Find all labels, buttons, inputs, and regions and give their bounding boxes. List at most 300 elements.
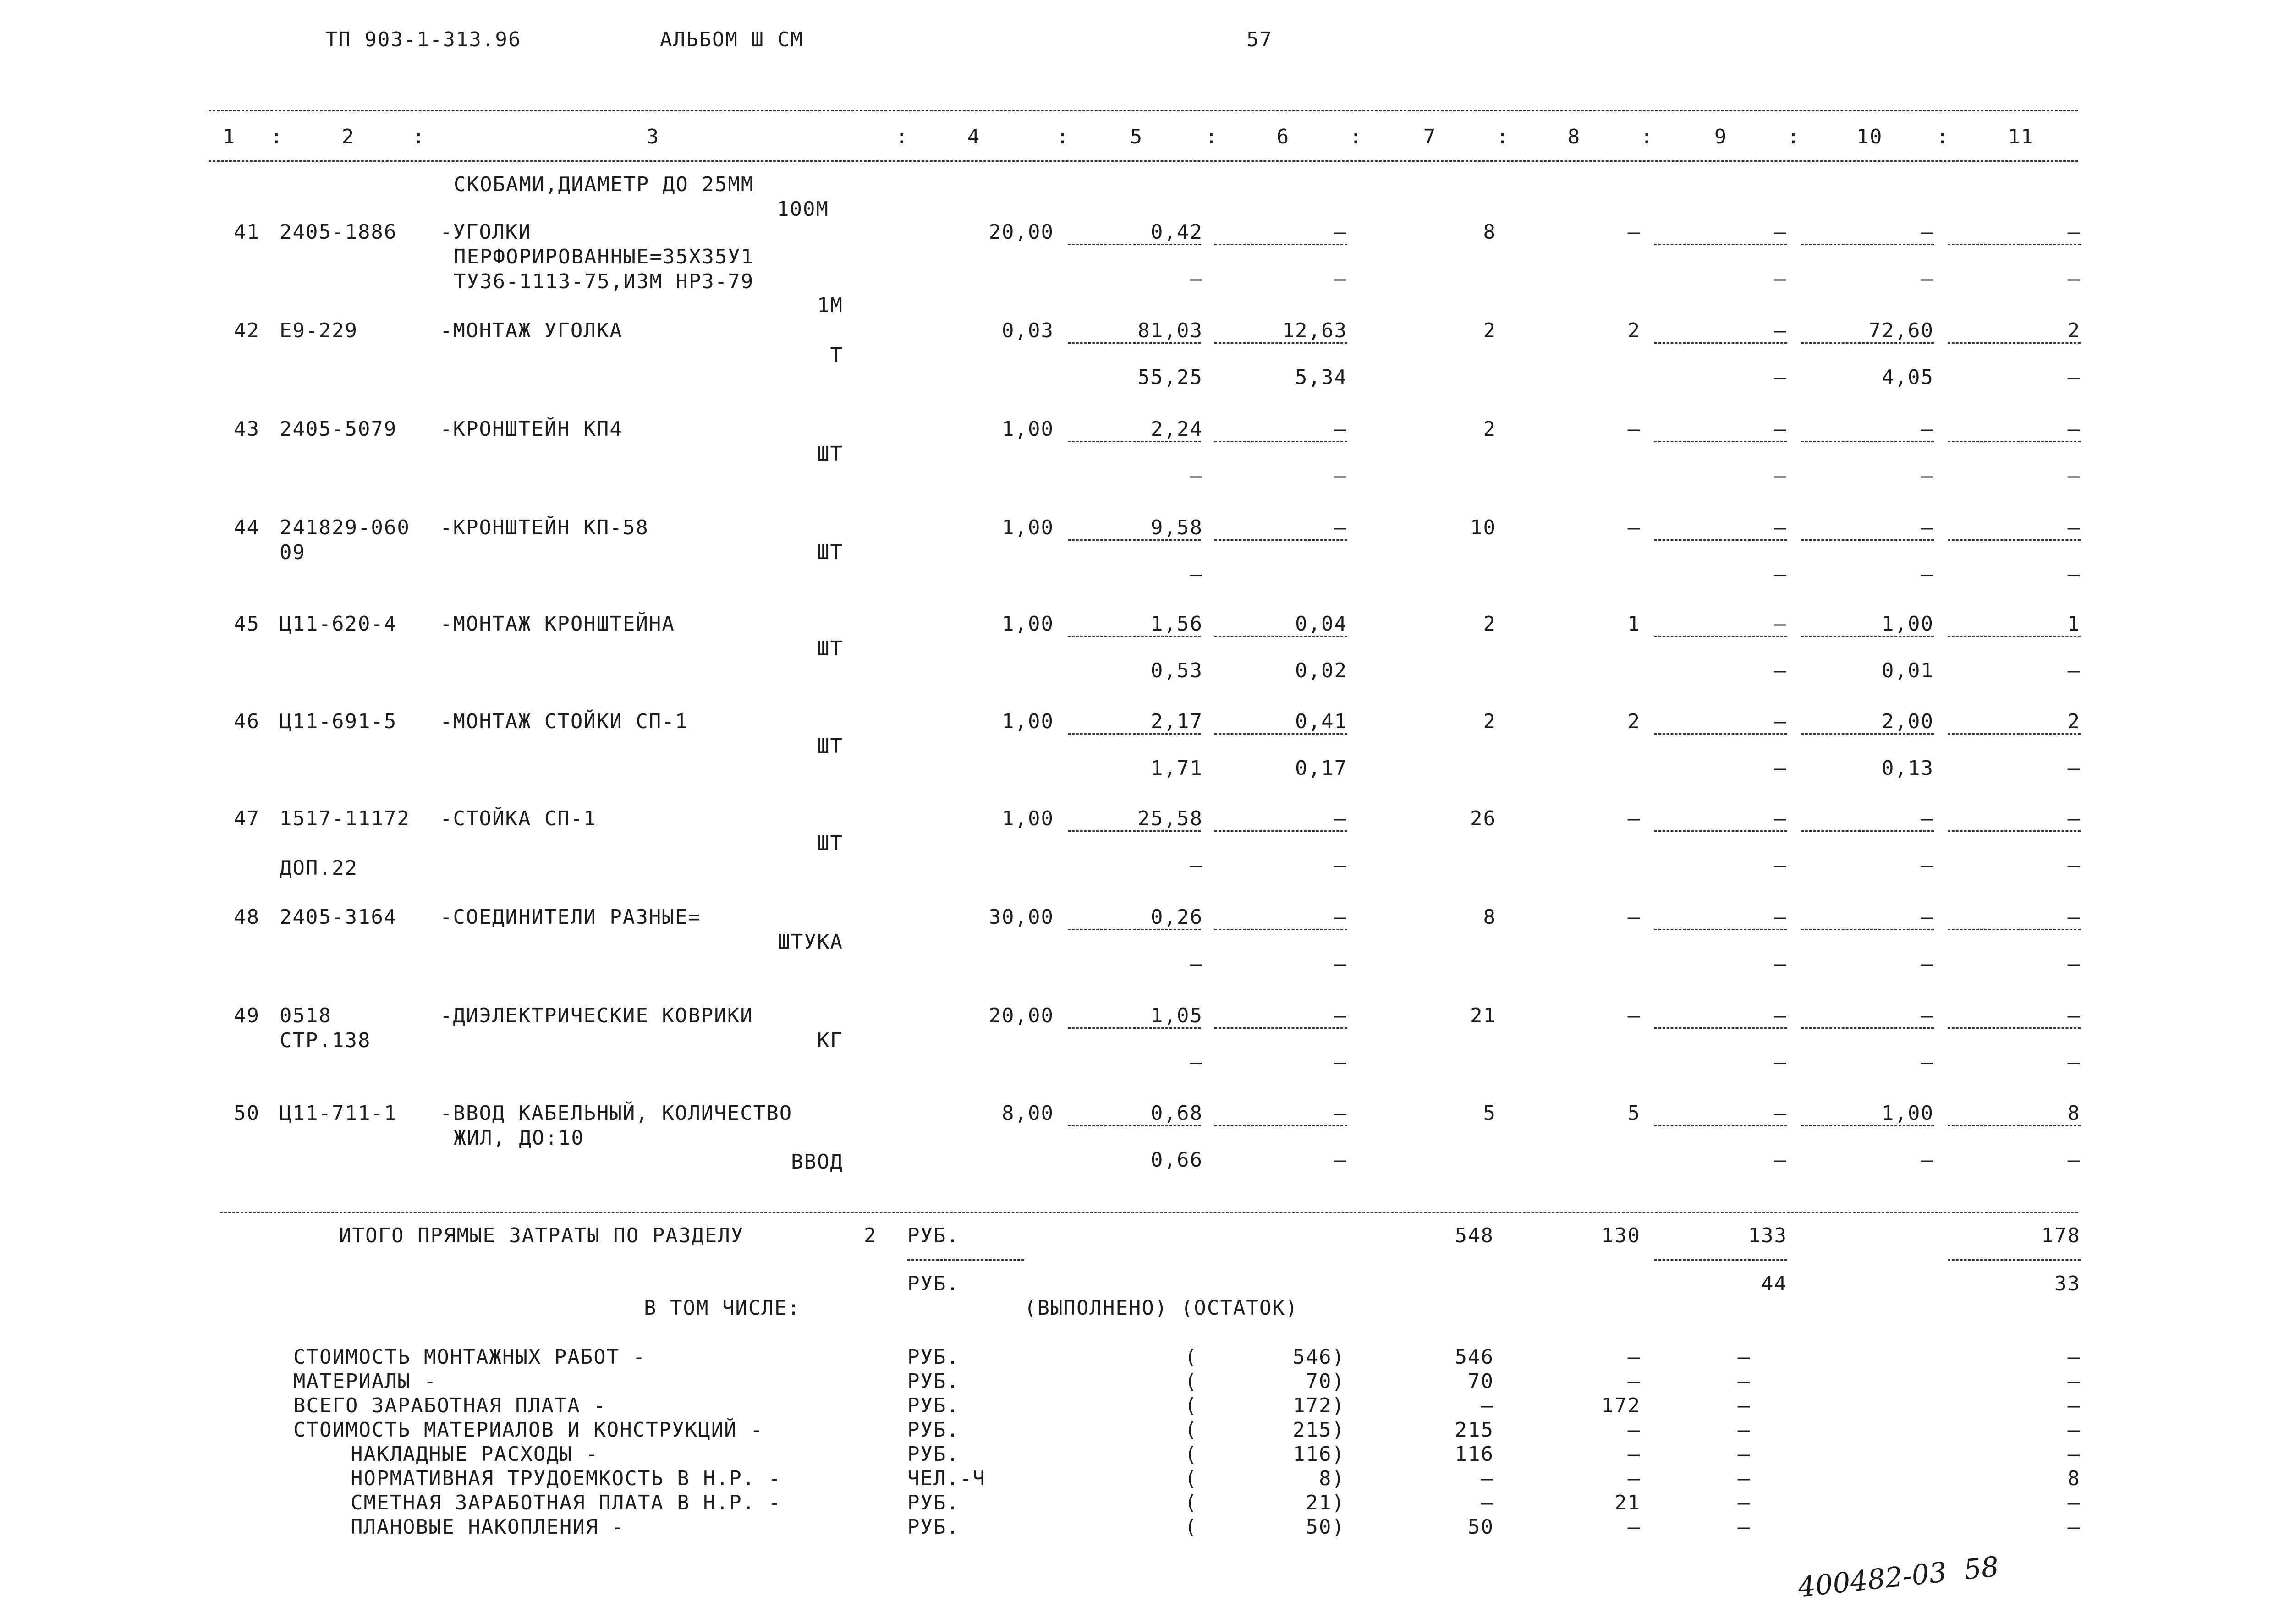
row-code: 241829-060 — [280, 516, 410, 539]
row-col9-lower: – — [1774, 563, 1787, 586]
breakdown-label: СМЕТНАЯ ЗАРАБОТНАЯ ПЛАТА В Н.Р. - — [351, 1491, 782, 1514]
breakdown-label: НОРМАТИВНАЯ ТРУДОЕМКОСТЬ В Н.Р. - — [351, 1467, 782, 1490]
row-code: 2405-1886 — [280, 220, 397, 244]
row-col5-lower: – — [1190, 563, 1203, 586]
row-underline-c11 — [1948, 342, 2081, 344]
breakdown-open-paren: ( — [1185, 1370, 1198, 1393]
row-underline-c11 — [1948, 636, 2081, 637]
column-header-4: 4 — [967, 125, 981, 148]
column-separator: : — [270, 125, 284, 148]
row-col10-lower: – — [1921, 267, 1934, 291]
breakdown-value: 21) — [1306, 1491, 1345, 1514]
breakdown-col7: – — [1481, 1491, 1494, 1514]
row-col5: 1,05 — [1151, 1004, 1203, 1027]
row-col7: 21 — [1470, 1004, 1496, 1027]
row-code: 0518 — [280, 1004, 332, 1027]
row-col9-lower: – — [1774, 267, 1787, 291]
total-col9: 133 — [1748, 1224, 1787, 1247]
row-col9: – — [1774, 220, 1787, 244]
breakdown-col9: – — [1737, 1345, 1751, 1369]
total-col9-rule — [1654, 1259, 1787, 1261]
row-quantity: 0,03 — [1002, 319, 1054, 342]
row-col10: 72,60 — [1868, 319, 1934, 342]
row-col8: – — [1627, 220, 1641, 244]
column-header-7: 7 — [1423, 125, 1437, 148]
row-underline-c11 — [1948, 929, 2081, 930]
row-underline-c9 — [1654, 441, 1787, 442]
row-underline-c5 — [1068, 539, 1201, 541]
row-col6: – — [1334, 220, 1347, 244]
row-col9-lower: – — [1774, 659, 1787, 682]
row-col11-lower: – — [2067, 1051, 2081, 1074]
row-col5: 0,68 — [1151, 1102, 1203, 1125]
row-unit: ВВОД — [791, 1150, 843, 1174]
row-description: -КРОНШТЕЙН КП-58 — [440, 516, 649, 539]
total-label: ИТОГО ПРЯМЫЕ ЗАТРАТЫ ПО РАЗДЕЛУ — [339, 1224, 744, 1247]
row-col9-lower: – — [1774, 464, 1787, 488]
row-underline-c10 — [1801, 244, 1934, 245]
breakdown-open-paren: ( — [1185, 1418, 1198, 1442]
row-description: -МОНТАЖ КРОНШТЕЙНА — [440, 612, 675, 636]
row-underline-c9 — [1654, 342, 1787, 344]
total-col11: 178 — [2041, 1224, 2081, 1247]
row-col5: 81,03 — [1137, 319, 1203, 342]
row-underline-c9 — [1654, 830, 1787, 832]
row-underline-c6 — [1214, 539, 1347, 541]
row-col8: 2 — [1627, 710, 1641, 733]
row-col7: 8 — [1483, 905, 1496, 929]
breakdown-col9: – — [1737, 1370, 1751, 1393]
row-col10-lower: – — [1921, 952, 1934, 976]
row-col6: 0,04 — [1295, 612, 1347, 636]
breakdown-col8: 172 — [1601, 1394, 1641, 1417]
breakdown-label: СТОИМОСТЬ МОНТАЖНЫХ РАБОТ - — [293, 1345, 646, 1369]
row-col10-lower: 0,13 — [1882, 757, 1934, 780]
row-description: -СТОЙКА СП-1 — [440, 807, 597, 830]
row-underline-c10 — [1801, 929, 1934, 930]
breakdown-col11: – — [2067, 1370, 2081, 1393]
row-col10: – — [1921, 1004, 1934, 1027]
row-col7: 2 — [1483, 417, 1496, 441]
row-col9: – — [1774, 905, 1787, 929]
header-rule-bottom — [209, 160, 2078, 162]
row-underline-c10 — [1801, 1027, 1934, 1029]
row-col11: – — [2067, 807, 2081, 830]
column-separator: : — [1350, 125, 1363, 148]
row-col5: 9,58 — [1151, 516, 1203, 539]
row-code: Ц11-691-5 — [280, 710, 397, 733]
row-underline-c6 — [1214, 244, 1347, 245]
row-col8: – — [1627, 1004, 1641, 1027]
column-separator: : — [412, 125, 426, 148]
row-col9-lower: – — [1774, 1051, 1787, 1074]
row-description: ЖИЛ, ДО:10 — [454, 1126, 584, 1150]
row-col9: – — [1774, 807, 1787, 830]
row-col8: – — [1627, 516, 1641, 539]
row-code: 1517-11172 — [280, 807, 410, 830]
row-underline-c5 — [1068, 342, 1201, 344]
row-col7: 5 — [1483, 1102, 1496, 1125]
breakdown-col9: – — [1737, 1491, 1751, 1514]
row-underline-c11 — [1948, 830, 2081, 832]
row-number: 43 — [234, 417, 260, 441]
row-col6-lower: – — [1334, 1148, 1347, 1172]
row-col9: – — [1774, 319, 1787, 342]
row-col9: – — [1774, 710, 1787, 733]
row-quantity: 30,00 — [988, 905, 1054, 929]
total-col7: 548 — [1455, 1224, 1494, 1247]
row-col11: 2 — [2067, 710, 2081, 733]
row-col7: 10 — [1470, 516, 1496, 539]
breakdown-col9: – — [1737, 1515, 1751, 1539]
row-col11-lower: – — [2067, 366, 2081, 389]
row-description: -МОНТАЖ СТОЙКИ СП-1 — [440, 710, 688, 733]
breakdown-value: 546) — [1293, 1345, 1345, 1369]
row-col10: – — [1921, 807, 1934, 830]
row-col10-lower: – — [1921, 464, 1934, 488]
row-col6: 0,41 — [1295, 710, 1347, 733]
row-col10-lower: 4,05 — [1882, 366, 1934, 389]
doc-code: ТП 903-1-313.96 — [325, 28, 522, 51]
album-label: АЛЬБОМ Ш СМ — [660, 28, 804, 51]
column-separator: : — [1936, 125, 1949, 148]
breakdown-col8: – — [1627, 1418, 1641, 1442]
row-col6: – — [1334, 516, 1347, 539]
row-col11-lower: – — [2067, 952, 2081, 976]
row-code: Ц11-711-1 — [280, 1102, 397, 1125]
row-col6-lower: – — [1334, 1051, 1347, 1074]
row-col5: 0,42 — [1151, 220, 1203, 244]
row-underline-c11 — [1948, 1027, 2081, 1029]
breakdown-value: 70) — [1306, 1370, 1345, 1393]
breakdown-label: МАТЕРИАЛЫ - — [293, 1370, 437, 1393]
row-col7: 2 — [1483, 710, 1496, 733]
row-number: 42 — [234, 319, 260, 342]
row-col11: 8 — [2067, 1102, 2081, 1125]
row-col6: – — [1334, 1004, 1347, 1027]
continuation-text: СКОБАМИ,ДИАМЕТР ДО 25ММ — [454, 173, 754, 196]
row-col5: 0,26 — [1151, 905, 1203, 929]
row-underline-c10 — [1801, 733, 1934, 735]
breakdown-value: 8) — [1319, 1467, 1345, 1490]
breakdown-open-paren: ( — [1185, 1443, 1198, 1466]
row-col11: – — [2067, 417, 2081, 441]
row-code: Е9-229 — [280, 319, 358, 342]
row-underline-c11 — [1948, 539, 2081, 541]
row-col5-lower: – — [1190, 1051, 1203, 1074]
row-description: -УГОЛКИ — [440, 220, 532, 244]
column-separator: : — [1641, 125, 1654, 148]
breakdown-col9: – — [1737, 1394, 1751, 1417]
breakdown-unit: РУБ. — [907, 1515, 960, 1539]
row-underline-c5 — [1068, 636, 1201, 637]
row-col10-lower: – — [1921, 563, 1934, 586]
row-description: ПЕРФОРИРОВАННЫЕ=35Х35У1 — [454, 245, 754, 269]
row-quantity: 20,00 — [988, 1004, 1054, 1027]
row-unit: 1М — [817, 294, 843, 317]
breakdown-unit: РУБ. — [907, 1370, 960, 1393]
row-col5-lower: – — [1190, 952, 1203, 976]
row-col9: – — [1774, 612, 1787, 636]
row-unit: ШТ — [817, 832, 843, 855]
breakdown-col11: – — [2067, 1491, 2081, 1514]
row-col10: – — [1921, 516, 1934, 539]
row-col8: – — [1627, 905, 1641, 929]
breakdown-col7: 546 — [1455, 1345, 1494, 1369]
row-underline-c10 — [1801, 342, 1934, 344]
row-col9: – — [1774, 516, 1787, 539]
row-col9: – — [1774, 417, 1787, 441]
row-col6-lower: – — [1334, 952, 1347, 976]
row-col7: 8 — [1483, 220, 1496, 244]
row-col5-lower: – — [1190, 464, 1203, 488]
row-underline-c9 — [1654, 733, 1787, 735]
total-rule — [220, 1212, 2078, 1213]
row-underline-c10 — [1801, 830, 1934, 832]
breakdown-value: 116) — [1293, 1443, 1345, 1466]
row-underline-c5 — [1068, 441, 1201, 442]
breakdown-label: СТОИМОСТЬ МАТЕРИАЛОВ И КОНСТРУКЦИЙ - — [293, 1418, 763, 1442]
column-separator: : — [1056, 125, 1070, 148]
row-code-extra: СТР.138 — [280, 1029, 371, 1052]
total-currency: РУБ. — [907, 1224, 960, 1247]
row-col5-lower: – — [1190, 267, 1203, 291]
row-col11-lower: – — [2067, 659, 2081, 682]
handwritten-doc-number: 400482-03 58 — [1796, 1550, 2001, 1604]
breakdown-col11: – — [2067, 1515, 2081, 1539]
breakdown-col8: – — [1627, 1345, 1641, 1369]
row-unit: Т — [830, 344, 843, 367]
row-col10: – — [1921, 905, 1934, 929]
row-quantity: 1,00 — [1002, 417, 1054, 441]
row-col7: 2 — [1483, 319, 1496, 342]
column-separator: : — [1787, 125, 1801, 148]
breakdown-col9: – — [1737, 1418, 1751, 1442]
breakdown-col11: – — [2067, 1418, 2081, 1442]
page-number: 57 — [1246, 28, 1273, 51]
row-col11: – — [2067, 905, 2081, 929]
column-header-11: 11 — [2008, 125, 2034, 148]
row-col11: – — [2067, 1004, 2081, 1027]
row-col5-lower: 1,71 — [1151, 757, 1203, 780]
row-col11: 1 — [2067, 612, 2081, 636]
row-col9-lower: – — [1774, 952, 1787, 976]
row-underline-c9 — [1654, 1125, 1787, 1126]
row-description: ТУ36-1113-75,ИЗМ НР3-79 — [454, 270, 754, 293]
row-quantity: 1,00 — [1002, 612, 1054, 636]
row-col6-lower: 5,34 — [1295, 366, 1347, 389]
row-underline-c6 — [1214, 1125, 1347, 1126]
row-col6-lower: – — [1334, 854, 1347, 877]
row-col6: 12,63 — [1282, 319, 1347, 342]
row-col11-lower: – — [2067, 854, 2081, 877]
row-col10: 2,00 — [1882, 710, 1934, 733]
row-col11-lower: – — [2067, 563, 2081, 586]
breakdown-col7: – — [1481, 1467, 1494, 1490]
breakdown-unit: ЧЕЛ.-Ч — [907, 1467, 986, 1490]
column-separator: : — [896, 125, 909, 148]
row-col9-lower: – — [1774, 854, 1787, 877]
breakdown-col11: 8 — [2067, 1467, 2081, 1490]
total-col9-b: 44 — [1761, 1272, 1787, 1295]
row-col10: – — [1921, 220, 1934, 244]
row-code: Ц11-620-4 — [280, 612, 397, 636]
row-number: 44 — [234, 516, 260, 539]
row-number: 48 — [234, 905, 260, 929]
breakdown-open-paren: ( — [1185, 1394, 1198, 1417]
row-quantity: 8,00 — [1002, 1102, 1054, 1125]
breakdown-col9: – — [1737, 1443, 1751, 1466]
row-underline-c6 — [1214, 441, 1347, 442]
row-col9-lower: – — [1774, 366, 1787, 389]
breakdown-open-paren: ( — [1185, 1515, 1198, 1539]
breakdown-col11: – — [2067, 1345, 2081, 1369]
row-underline-c11 — [1948, 441, 2081, 442]
row-col11: – — [2067, 220, 2081, 244]
column-header-10: 10 — [1856, 125, 1883, 148]
column-header-2: 2 — [341, 125, 355, 148]
row-col5-lower: 55,25 — [1137, 366, 1203, 389]
row-col11: – — [2067, 516, 2081, 539]
row-quantity: 20,00 — [988, 220, 1054, 244]
breakdown-col8: – — [1627, 1467, 1641, 1490]
total-currency-rule — [907, 1259, 1024, 1261]
row-unit: ШТ — [817, 637, 843, 660]
row-underline-c10 — [1801, 441, 1934, 442]
row-unit: ШТУКА — [778, 930, 843, 954]
total-col11-rule — [1948, 1259, 2081, 1261]
row-col6-lower: 0,17 — [1295, 757, 1347, 780]
row-underline-c9 — [1654, 636, 1787, 637]
row-col5: 2,24 — [1151, 417, 1203, 441]
row-underline-c6 — [1214, 342, 1347, 344]
breakdown-label: ПЛАНОВЫЕ НАКОПЛЕНИЯ - — [351, 1515, 625, 1539]
column-header-8: 8 — [1567, 125, 1581, 148]
row-col6: – — [1334, 807, 1347, 830]
row-col11-lower: – — [2067, 267, 2081, 291]
row-unit: ШТ — [817, 442, 843, 466]
row-col5-lower: 0,66 — [1151, 1148, 1203, 1172]
breakdown-col9: – — [1737, 1467, 1751, 1490]
breakdown-unit: РУБ. — [907, 1394, 960, 1417]
row-col9-lower: – — [1774, 1148, 1787, 1172]
row-code-extra: 09 — [280, 541, 306, 564]
row-description: -СОЕДИНИТЕЛИ РАЗНЫЕ= — [440, 905, 701, 929]
breakdown-label: НАКЛАДНЫЕ РАСХОДЫ - — [351, 1443, 599, 1466]
row-col9: – — [1774, 1004, 1787, 1027]
row-underline-c11 — [1948, 1125, 2081, 1126]
row-underline-c5 — [1068, 1027, 1201, 1029]
breakdown-value: 215) — [1293, 1418, 1345, 1442]
row-number: 41 — [234, 220, 260, 244]
breakdown-col7: 50 — [1468, 1515, 1494, 1539]
row-col10-lower: 0,01 — [1882, 659, 1934, 682]
row-underline-c6 — [1214, 636, 1347, 637]
breakdown-open-paren: ( — [1185, 1491, 1198, 1514]
row-col5: 25,58 — [1137, 807, 1203, 830]
breakdown-col11: – — [2067, 1394, 2081, 1417]
continuation-unit: 100М — [777, 198, 829, 221]
row-underline-c6 — [1214, 830, 1347, 832]
row-col11-lower: – — [2067, 1148, 2081, 1172]
breakdown-label: ВСЕГО ЗАРАБОТНАЯ ПЛАТА - — [293, 1394, 607, 1417]
breakdown-value: 50) — [1306, 1515, 1345, 1539]
row-underline-c10 — [1801, 1125, 1934, 1126]
row-col8: – — [1627, 807, 1641, 830]
row-col6: – — [1334, 905, 1347, 929]
row-col9-lower: – — [1774, 757, 1787, 780]
breakdown-col11: – — [2067, 1443, 2081, 1466]
column-header-3: 3 — [646, 125, 660, 148]
row-col8: 2 — [1627, 319, 1641, 342]
row-code-extra: ДОП.22 — [280, 856, 358, 880]
including-label: В ТОМ ЧИСЛЕ: — [644, 1296, 801, 1320]
row-col10: 1,00 — [1882, 1102, 1934, 1125]
row-underline-c6 — [1214, 929, 1347, 930]
breakdown-open-paren: ( — [1185, 1467, 1198, 1490]
breakdown-col8: 21 — [1614, 1491, 1641, 1514]
row-col11-lower: – — [2067, 757, 2081, 780]
column-header-1: 1 — [222, 125, 236, 148]
row-col6-lower: – — [1334, 267, 1347, 291]
row-quantity: 1,00 — [1002, 516, 1054, 539]
done-remaining-label: (ВЫПОЛНЕНО) (ОСТАТОК) — [1024, 1296, 1299, 1320]
row-col6-lower: – — [1334, 464, 1347, 488]
row-col6: – — [1334, 417, 1347, 441]
breakdown-col7: 116 — [1455, 1443, 1494, 1466]
row-unit: ШТ — [817, 541, 843, 564]
row-underline-c10 — [1801, 636, 1934, 637]
breakdown-col7: 70 — [1468, 1370, 1494, 1393]
breakdown-col8: – — [1627, 1515, 1641, 1539]
row-underline-c9 — [1654, 1027, 1787, 1029]
row-underline-c6 — [1214, 733, 1347, 735]
row-underline-c11 — [1948, 733, 2081, 735]
row-unit: КГ — [817, 1029, 843, 1052]
row-underline-c10 — [1801, 539, 1934, 541]
breakdown-value: 172) — [1293, 1394, 1345, 1417]
row-col5-lower: – — [1190, 854, 1203, 877]
breakdown-col8: – — [1627, 1370, 1641, 1393]
row-col10: – — [1921, 417, 1934, 441]
breakdown-open-paren: ( — [1185, 1345, 1198, 1369]
row-number: 49 — [234, 1004, 260, 1027]
row-unit: ШТ — [817, 735, 843, 758]
row-code: 2405-3164 — [280, 905, 397, 929]
column-header-9: 9 — [1714, 125, 1728, 148]
breakdown-unit: РУБ. — [907, 1491, 960, 1514]
column-header-6: 6 — [1276, 125, 1290, 148]
row-underline-c5 — [1068, 830, 1201, 832]
row-col8: 1 — [1627, 612, 1641, 636]
column-separator: : — [1496, 125, 1510, 148]
row-col6: – — [1334, 1102, 1347, 1125]
row-quantity: 1,00 — [1002, 710, 1054, 733]
row-col8: 5 — [1627, 1102, 1641, 1125]
breakdown-col7: 215 — [1455, 1418, 1494, 1442]
row-col7: 26 — [1470, 807, 1496, 830]
total-col8: 130 — [1601, 1224, 1641, 1247]
row-number: 47 — [234, 807, 260, 830]
row-col7: 2 — [1483, 612, 1496, 636]
row-col5-lower: 0,53 — [1151, 659, 1203, 682]
row-number: 50 — [234, 1102, 260, 1125]
breakdown-unit: РУБ. — [907, 1345, 960, 1369]
row-underline-c5 — [1068, 733, 1201, 735]
row-underline-c9 — [1654, 929, 1787, 930]
row-underline-c9 — [1654, 539, 1787, 541]
row-code: 2405-5079 — [280, 417, 397, 441]
